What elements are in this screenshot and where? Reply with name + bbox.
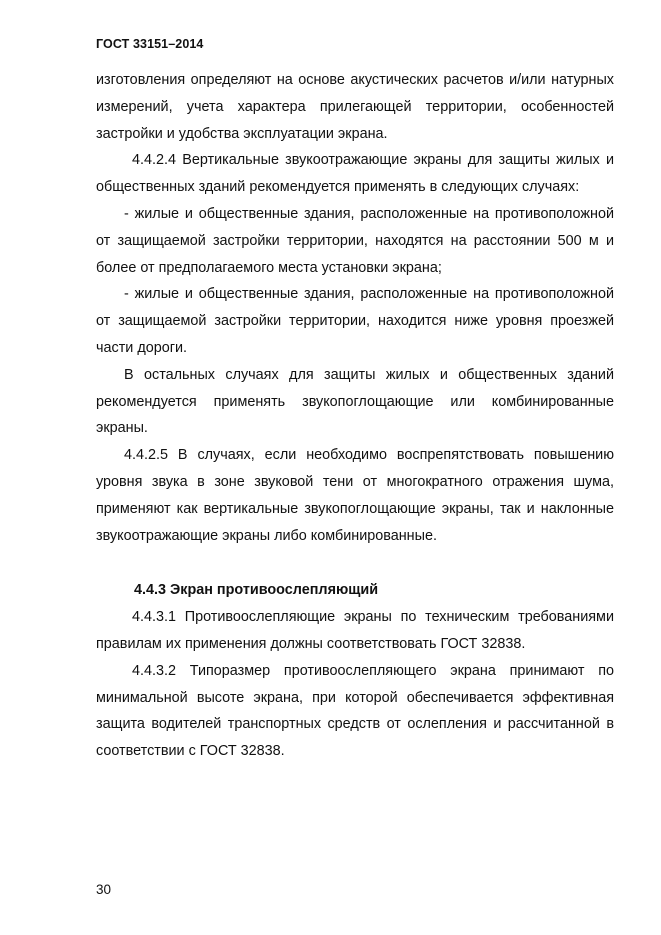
section-heading: 4.4.3 Экран противоослепляющий: [134, 582, 379, 599]
document-header: ГОСТ 33151–2014: [96, 37, 204, 51]
paragraph: 4.4.3.1 Противоослепляющие экраны по техническим требованиями правилам их применения должны соответствовать ГОСТ 32838.: [96, 609, 614, 652]
paragraph: 4.4.3.2 Типоразмер противоослепляющего экрана принимают по минимальной высоте экрана, при которой обеспечивается эффективная защита водителей транспортных средств от ослепления и рассчитанной в соответствии с ГОСТ 32838.: [96, 662, 614, 760]
list-item: - жилые и общественные здания, расположенные на противоположной от защищаемой застройки территории, находятся на расстоянии 500 м и более от предполагаемого места установки экрана;: [96, 205, 614, 276]
paragraph: изготовления определяют на основе акустических расчетов и/или натурных измерений, учета характера прилегающей территории, особенностей застройки и удобства эксплуатации экрана.: [96, 72, 614, 142]
paragraph: 4.4.2.5 В случаях, если необходимо воспрепятствовать повышению уровня звука в зоне звуковой тени от многократного отражения шума, применяют как вертикальные звукопоглощающие экраны, так и наклонные звукоотражающие экраны либо комбинированные.: [96, 447, 614, 544]
paragraph: 4.4.2.4 Вертикальные звукоотражающие экраны для защиты жилых и общественных зданий рекомендуется применять в следующих случаях:: [96, 152, 614, 196]
document-body: [96, 67, 614, 765]
list-item: - жилые и общественные здания, расположенные на противоположной от защищаемой застройки территории, находится ниже уровня проезжей части дороги.: [96, 286, 614, 356]
page-number: 30: [96, 882, 112, 897]
paragraph: В остальных случаях для защиты жилых и общественных зданий рекомендуется применять звукопоглощающие или комбинированные экраны.: [96, 366, 614, 437]
